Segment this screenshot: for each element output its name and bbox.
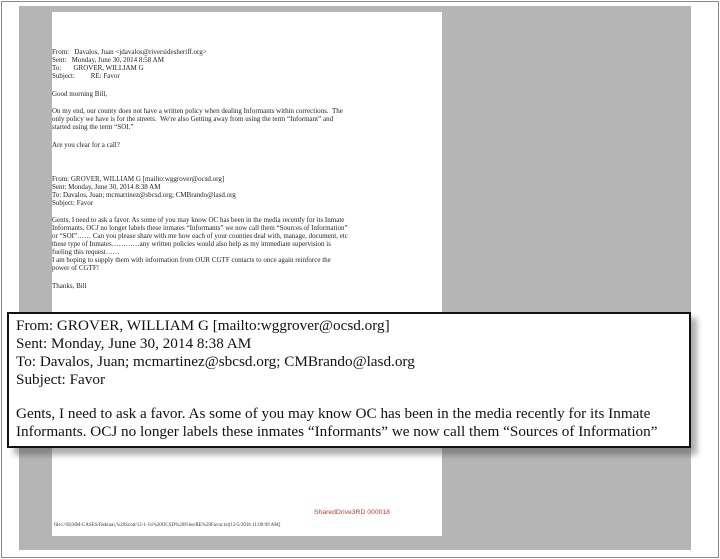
callout-from: From: GROVER, WILLIAM G [mailto:wggrover@ocsd.org] — [16, 317, 390, 334]
email2-sent: Sent: Monday, June 30, 2014 8:38 AM — [52, 183, 161, 191]
email2-body-line: these type of Inmates…………any written policies would also help as my immediate supervision is — [52, 240, 331, 248]
email2-body-line: or “SOI”…… Can you please share with me how each of your counties deal with, manage, document, etc — [52, 232, 348, 240]
email1-to: To: GROVER, WILLIAM G — [52, 64, 144, 72]
callout-subject: Subject: Favor — [16, 371, 106, 388]
email2-body-line: I am hoping to supply them with information from OUR CGTF contacts to once again reinforce the — [52, 256, 331, 264]
email-document-page — [52, 12, 442, 536]
email2-body-line: fueling this request…… — [52, 248, 120, 256]
email1-from: From: Davalos, Juan <jdavalos@riversidesheriff.org> — [52, 48, 207, 56]
zoom-callout-box — [7, 312, 691, 448]
email2-signoff: Thanks, Bill — [52, 282, 87, 290]
callout-body-line: Informants. OCJ no longer labels these inmates “Informants” we now call them “Sources of Information” — [16, 423, 658, 440]
email2-from: From: GROVER, WILLIAM G [mailto:wggrover@ocsd.org] — [52, 175, 225, 183]
callout-sent: Sent: Monday, June 30, 2014 8:38 AM — [16, 335, 252, 352]
file-path-footer: file:///H|/HM-CASES/Dekraai,%20Scott/12-1-1o%20OCSD%20Files/RE%20Favor.txt[12/5/2016 11:00:09 AM] — [54, 523, 281, 528]
email1-body-line: started using the term “SOI.” — [52, 123, 134, 131]
email1-subject: Subject: RE: Favor — [52, 72, 120, 80]
bates-stamp: SharedDrive3RD 000018 — [314, 509, 390, 516]
email1-question: Are you clear for a call? — [52, 141, 120, 149]
email1-sent: Sent: Monday, June 30, 2014 8:58 AM — [52, 56, 164, 64]
email1-greeting: Good morning Bill, — [52, 90, 108, 98]
email1-body-line: only policy we have is for the streets. We're also Getting away from using the term “Informant” and — [52, 115, 334, 123]
email2-body-line: power of CGTF! — [52, 264, 100, 272]
callout-body-line: Gents, I need to ask a favor. As some of you may know OC has been in the media recently for its Inmate — [16, 405, 651, 422]
email2-body-line: Gents, I need to ask a favor. As some of you may know OC has been in the media recently for its Inmate — [52, 216, 345, 224]
email1-body-line: On my end, our county does not have a written policy when dealing Informants within corrections. The — [52, 107, 343, 115]
email2-to: To: Davalos, Juan; mcmartinez@sbcsd.org; CMBrando@lasd.org — [52, 191, 236, 199]
email2-body-line: Informants. OCJ no longer labels these inmates “Informants” we now call them “Sources of Information” — [52, 224, 348, 232]
email2-subject: Subject: Favor — [52, 199, 94, 207]
callout-to: To: Davalos, Juan; mcmartinez@sbcsd.org; CMBrando@lasd.org — [16, 353, 415, 370]
